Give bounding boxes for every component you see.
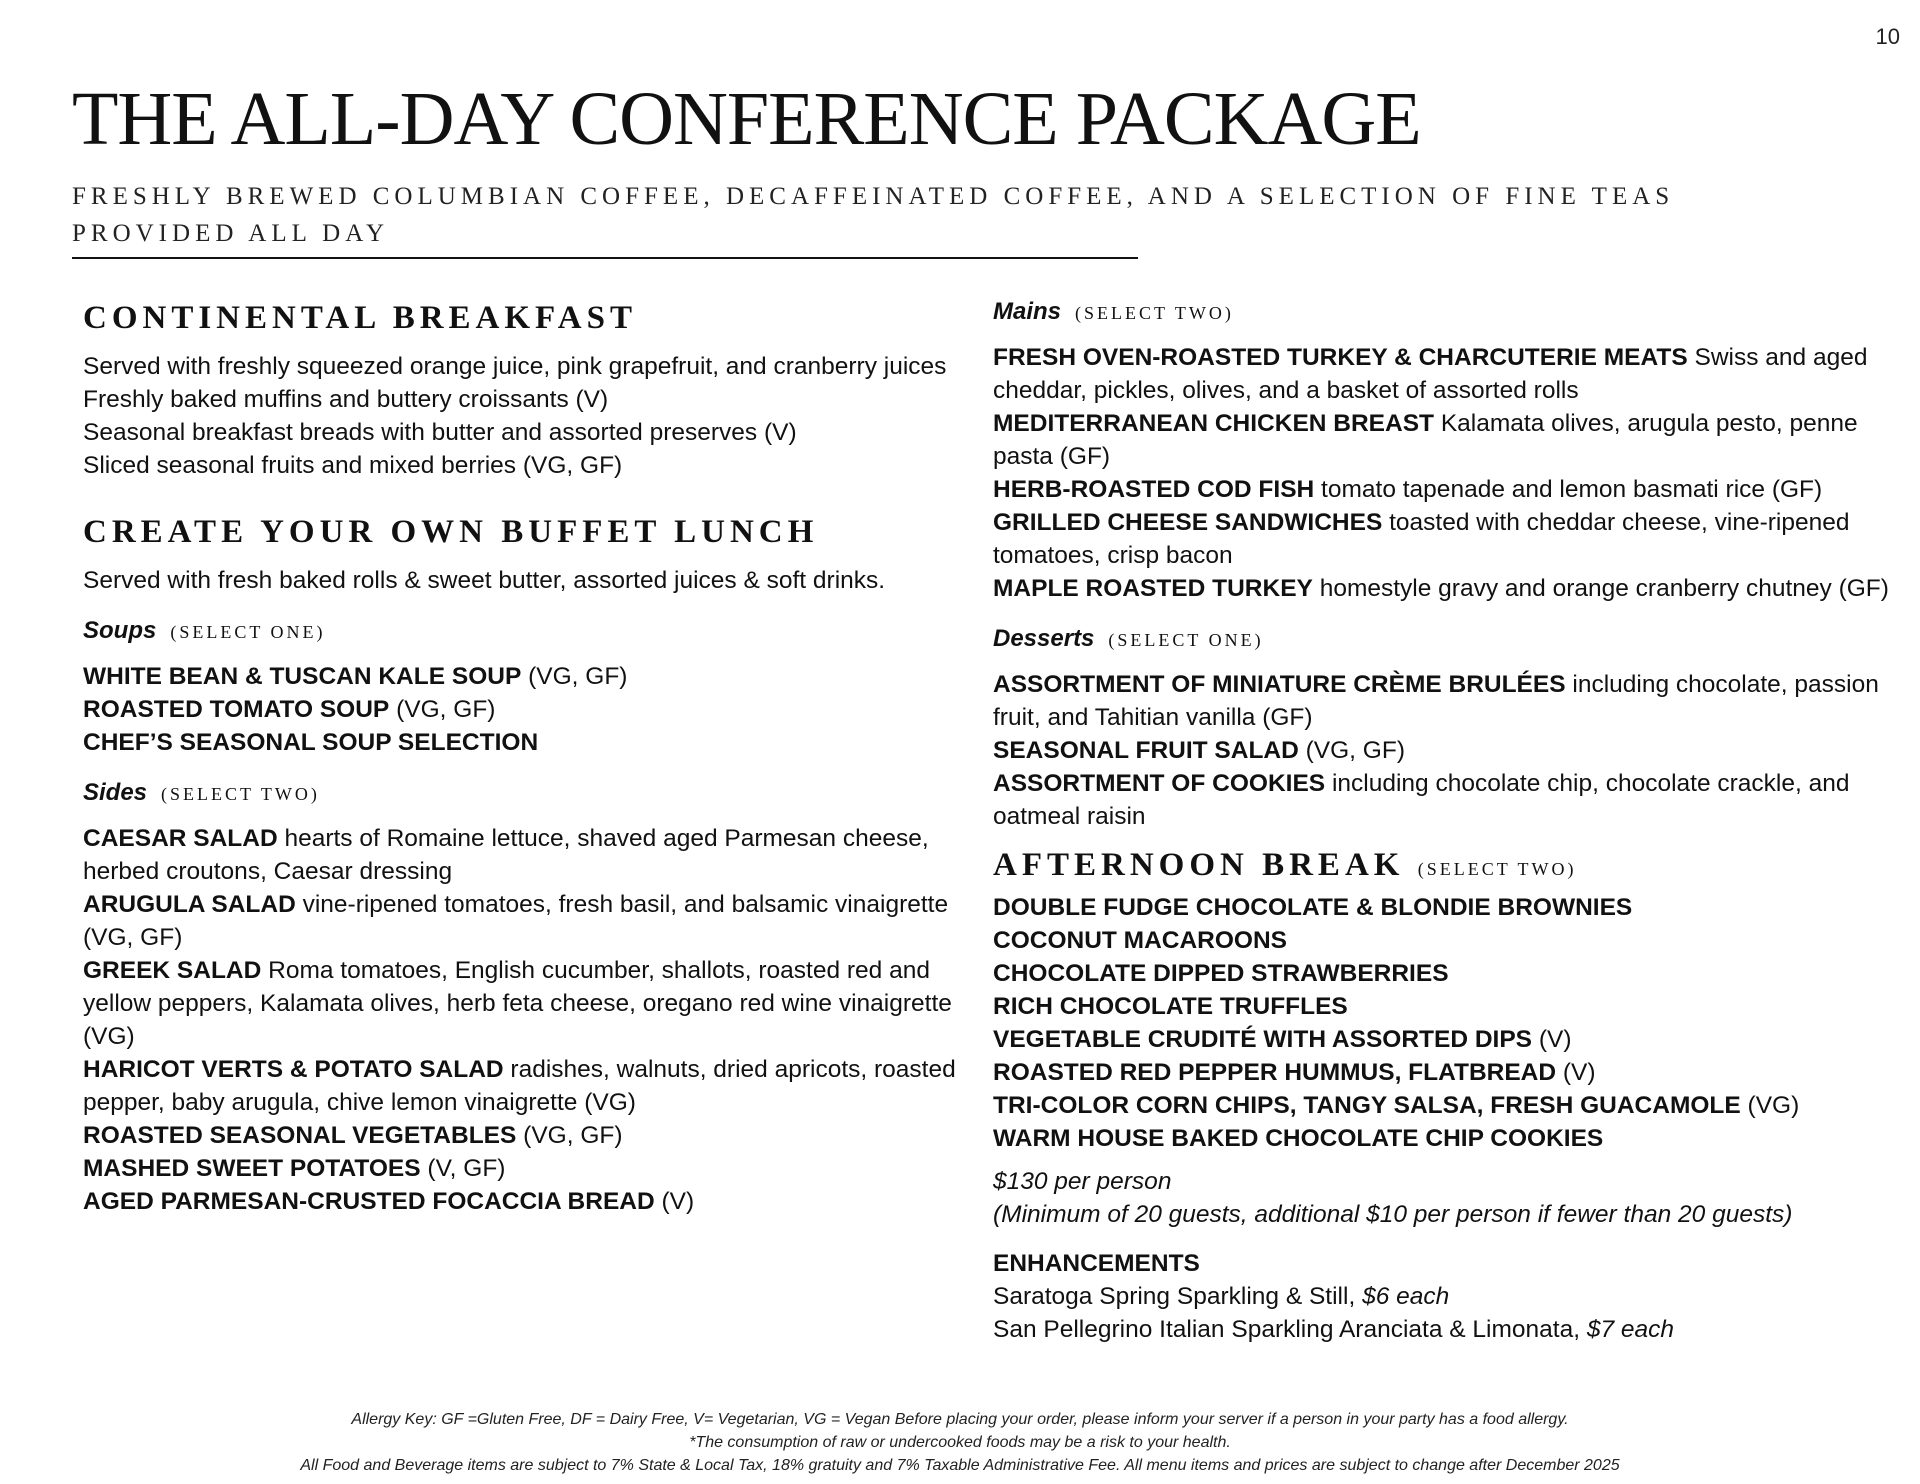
item-name: SEASONAL FRUIT SALAD (993, 737, 1299, 764)
soups-note: (SELECT ONE) (170, 622, 326, 642)
item-name: MEDITERRANEAN CHICKEN BREAST (993, 410, 1435, 437)
item-name: CHOCOLATE DIPPED STRAWBERRIES (993, 960, 1449, 987)
menu-item (993, 924, 1898, 957)
minimum-guests-note: (Minimum of 20 guests, additional $10 per person if fewer than 20 guests) (993, 1201, 1793, 1228)
item-name: MASHED SWEET POTATOES (83, 1155, 421, 1182)
enhancements-heading (993, 1247, 1898, 1280)
menu-item (993, 407, 1898, 473)
item-desc: radishes, walnuts, dried apricots, roasted pepper, baby arugula, chive lemon vinaigrette (VG) (83, 1056, 956, 1116)
item-desc: (V) (661, 1188, 695, 1215)
menu-item (83, 954, 983, 1053)
menu-item (83, 822, 983, 888)
item-name: WHITE BEAN & TUSCAN KALE SOUP (83, 663, 522, 690)
sides-list (83, 822, 983, 1218)
item-desc: (VG) (1747, 1092, 1800, 1119)
footer-notes (0, 1408, 1920, 1477)
menu-item (993, 572, 1898, 605)
item-name: CAESAR SALAD (83, 825, 278, 852)
menu-item (993, 1089, 1898, 1122)
mains-list (993, 341, 1898, 605)
breakfast-line: Sliced seasonal fruits and mixed berries (VG, GF) (83, 452, 623, 479)
afternoon-label: AFTERNOON BREAK (993, 847, 1405, 883)
mains-heading (993, 294, 1898, 331)
soups-heading (83, 613, 983, 650)
menu-item (83, 726, 983, 759)
title-divider (72, 257, 1138, 259)
soups-label: Soups (83, 617, 157, 644)
menu-item (83, 693, 983, 726)
mains-note: (SELECT TWO) (1075, 303, 1234, 323)
item-name: TRI-COLOR CORN CHIPS, TANGY SALSA, FRESH GUACAMOLE (993, 1092, 1741, 1119)
afternoon-heading (993, 843, 1898, 891)
item-name: MAPLE ROASTED TURKEY (993, 575, 1313, 602)
lunch-intro: Served with fresh baked rolls & sweet butter, assorted juices & soft drinks. (83, 567, 886, 594)
item-desc: including chocolate chip, chocolate crackle, and oatmeal raisin (993, 770, 1850, 830)
right-column (993, 294, 1898, 1346)
menu-item (993, 767, 1898, 833)
enhancement-price: $7 each (1586, 1316, 1674, 1343)
item-name: HERB-ROASTED COD FISH (993, 476, 1315, 503)
menu-item (993, 1023, 1898, 1056)
menu-item (993, 957, 1898, 990)
sides-note: (SELECT TWO) (161, 784, 320, 804)
desserts-label: Desserts (993, 625, 1095, 652)
item-desc: (VG, GF) (396, 696, 496, 723)
item-desc: hearts of Romaine lettuce, shaved aged Parmesan cheese, herbed croutons, Caesar dressing (83, 825, 929, 885)
menu-item (993, 341, 1898, 407)
breakfast-line: Freshly baked muffins and buttery croissants (V) (83, 386, 609, 413)
item-name: ASSORTMENT OF MINIATURE CRÈME BRULÉES (993, 671, 1566, 698)
menu-item (83, 888, 983, 954)
menu-item (993, 473, 1898, 506)
item-desc: (V, GF) (427, 1155, 506, 1182)
item-desc: (VG, GF) (528, 663, 628, 690)
mains-label: Mains (993, 298, 1062, 325)
menu-item (993, 891, 1898, 924)
item-name: DOUBLE FUDGE CHOCOLATE & BLONDIE BROWNIES (993, 894, 1633, 921)
menu-item (993, 1056, 1898, 1089)
enhancement-name: Saratoga Spring Sparkling & Still, (993, 1283, 1356, 1310)
item-desc: vine-ripened tomatoes, fresh basil, and balsamic vinaigrette (VG, GF) (83, 891, 949, 951)
item-name: COCONUT MACAROONS (993, 927, 1287, 954)
breakfast-line: Served with freshly squeezed orange juice, pink grapefruit, and cranberry juices (83, 353, 947, 380)
menu-item (993, 734, 1898, 767)
desserts-note: (SELECT ONE) (1108, 630, 1264, 650)
breakfast-line: Seasonal breakfast breads with butter and assorted preserves (V) (83, 419, 797, 446)
enhancement-item (993, 1280, 1898, 1313)
item-desc: homestyle gravy and orange cranberry chutney (GF) (1319, 575, 1889, 602)
menu-item (993, 1122, 1898, 1155)
item-desc: Roma tomatoes, English cucumber, shallots, roasted red and yellow peppers, Kalamata olives, herb feta cheese, oregano red wine vinaigrette (VG) (83, 957, 952, 1050)
item-name: WARM HOUSE BAKED CHOCOLATE CHIP COOKIES (993, 1125, 1604, 1152)
enhancement-item (993, 1313, 1898, 1346)
menu-item (993, 506, 1898, 572)
item-desc: (VG, GF) (1305, 737, 1405, 764)
item-name: VEGETABLE CRUDITÉ WITH ASSORTED DIPS (993, 1026, 1533, 1053)
item-name: GRILLED CHEESE SANDWICHES (993, 509, 1383, 536)
item-name: AGED PARMESAN-CRUSTED FOCACCIA BREAD (83, 1188, 655, 1215)
lunch-heading: CREATE YOUR OWN BUFFET LUNCH (83, 514, 819, 550)
item-name: CHEF’S SEASONAL SOUP SELECTION (83, 729, 539, 756)
item-desc: toasted with cheddar cheese, vine-ripened tomatoes, crisp bacon (993, 509, 1850, 569)
soups-list (83, 660, 983, 759)
page-number: 10 (1875, 24, 1900, 49)
menu-item (83, 1152, 983, 1185)
breakfast-lines (83, 350, 983, 482)
allergy-key: Allergy Key: GF =Gluten Free, DF = Dairy Free, V= Vegetarian, VG = Vegan Before placing your order, please inform your server if a person in your party has a food allergy. (351, 1411, 1569, 1428)
desserts-heading (993, 621, 1898, 658)
item-desc: Swiss and aged cheddar, pickles, olives, and a basket of assorted rolls (993, 344, 1868, 404)
desserts-list (993, 668, 1898, 833)
menu-item (83, 660, 983, 693)
item-desc: (V) (1538, 1026, 1572, 1053)
item-desc: including chocolate, passion fruit, and Tahitian vanilla (GF) (993, 671, 1879, 731)
enhancement-name: San Pellegrino Italian Sparkling Aranciata & Limonata, (993, 1316, 1580, 1343)
item-desc: (VG, GF) (523, 1122, 623, 1149)
item-name: FRESH OVEN-ROASTED TURKEY & CHARCUTERIE MEATS (993, 344, 1688, 371)
item-desc: tomato tapenade and lemon basmati rice (GF) (1321, 476, 1823, 503)
item-desc: (V) (1562, 1059, 1596, 1086)
item-name: HARICOT VERTS & POTATO SALAD (83, 1056, 504, 1083)
menu-item (993, 668, 1898, 734)
afternoon-list (993, 891, 1898, 1155)
menu-item (83, 1053, 983, 1119)
enhancement-price: $6 each (1362, 1283, 1450, 1310)
page-title: THE ALL-DAY CONFERENCE PACKAGE (72, 77, 1421, 161)
item-name: ARUGULA SALAD (83, 891, 296, 918)
item-name: ROASTED TOMATO SOUP (83, 696, 390, 723)
left-column (83, 296, 983, 1218)
item-name: RICH CHOCOLATE TRUFFLES (993, 993, 1348, 1020)
tax-gratuity-note: All Food and Beverage items are subject to 7% State & Local Tax, 18% gratuity and 7% Taxable Administrative Fee. All menu items and prices are subject to change after December 2025 (300, 1457, 1620, 1474)
sides-heading (83, 775, 983, 812)
menu-item (83, 1185, 983, 1218)
item-name: ROASTED RED PEPPER HUMMUS, FLATBREAD (993, 1059, 1557, 1086)
menu-item (993, 990, 1898, 1023)
price-per-person: $130 per person (993, 1168, 1172, 1195)
page-subtitle: FRESHLY BREWED COLUMBIAN COFFEE, DECAFFEINATED COFFEE, AND A SELECTION OF FINE TEAS PROVIDED ALL DAY (72, 183, 1675, 247)
sides-label: Sides (83, 779, 148, 806)
menu-item (83, 1119, 983, 1152)
item-name: ROASTED SEASONAL VEGETABLES (83, 1122, 517, 1149)
item-desc: Kalamata olives, arugula pesto, penne pasta (GF) (993, 410, 1858, 470)
raw-food-warning: *The consumption of raw or undercooked foods may be a risk to your health. (689, 1434, 1231, 1451)
item-name: GREEK SALAD (83, 957, 262, 984)
afternoon-note: (SELECT TWO) (1417, 859, 1577, 879)
item-name: ASSORTMENT OF COOKIES (993, 770, 1326, 797)
breakfast-heading: CONTINENTAL BREAKFAST (83, 300, 637, 336)
enhancements-label: ENHANCEMENTS (993, 1250, 1200, 1277)
